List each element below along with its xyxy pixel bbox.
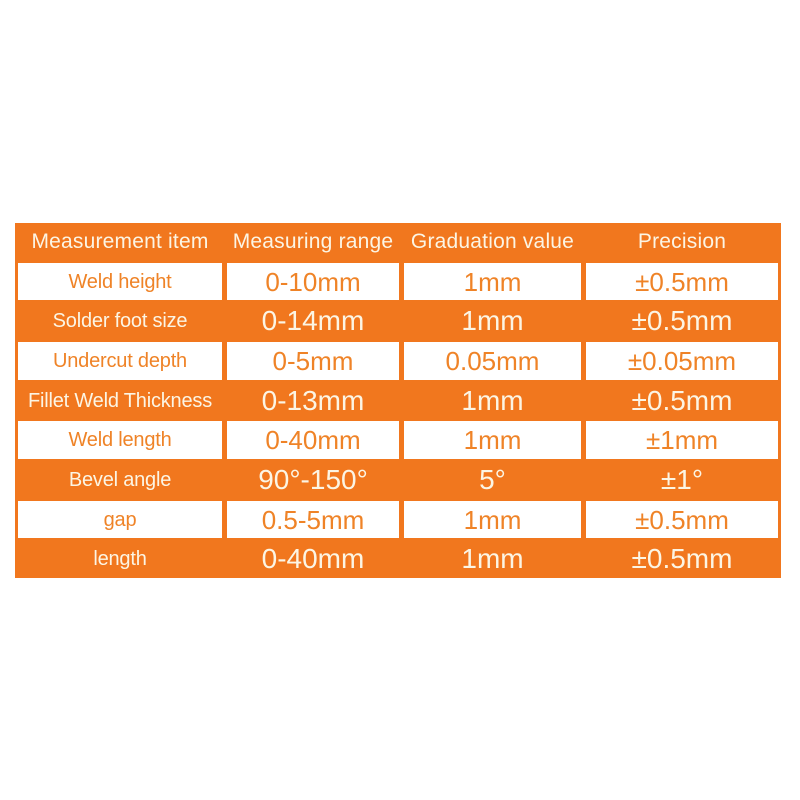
table-header-row — [18, 223, 778, 261]
header-cell-graduation-value: Graduation value — [410, 230, 575, 254]
cell-precision: ±1mm — [586, 421, 778, 459]
cell-graduation: 1mm — [404, 501, 581, 539]
table-row — [18, 499, 778, 541]
cell-range: 0-40mm — [227, 421, 399, 459]
cell-item: Weld height — [18, 263, 222, 301]
cell-range: 0.5-5mm — [227, 501, 399, 539]
specification-table — [15, 223, 781, 578]
cell-item: Fillet Weld Thickness — [27, 389, 212, 412]
cell-item: Solder foot size — [52, 310, 188, 333]
cell-precision: ±1° — [660, 463, 704, 495]
cell-range: 0-10mm — [227, 263, 399, 301]
table-row — [18, 340, 778, 382]
cell-item: length — [93, 548, 147, 571]
table-row — [18, 540, 778, 578]
cell-graduation: 5° — [479, 463, 506, 495]
cell-precision: ±0.5mm — [631, 305, 733, 337]
cell-item: Undercut depth — [18, 342, 222, 380]
header-cell-measurement-item: Measurement item — [31, 230, 209, 254]
cell-item: gap — [18, 501, 222, 539]
cell-graduation: 1mm — [461, 543, 524, 575]
cell-item: Weld length — [18, 421, 222, 459]
table-row — [18, 419, 778, 461]
cell-item: Bevel angle — [68, 468, 172, 491]
cell-range: 0-13mm — [261, 384, 365, 416]
cell-graduation: 1mm — [404, 263, 581, 301]
cell-precision: ±0.5mm — [586, 263, 778, 301]
table-row — [18, 302, 778, 340]
cell-range: 0-5mm — [227, 342, 399, 380]
cell-precision: ±0.5mm — [631, 384, 733, 416]
cell-range: 0-40mm — [261, 543, 365, 575]
header-cell-precision: Precision — [637, 230, 727, 254]
header-cell-measuring-range: Measuring range — [232, 230, 394, 254]
cell-range: 0-14mm — [261, 305, 365, 337]
table-row — [18, 461, 778, 499]
cell-precision: ±0.5mm — [631, 543, 733, 575]
table-row — [18, 382, 778, 420]
cell-precision: ±0.5mm — [586, 501, 778, 539]
cell-graduation: 1mm — [461, 305, 524, 337]
table-row — [18, 261, 778, 303]
cell-graduation: 1mm — [461, 384, 524, 416]
cell-graduation: 0.05mm — [404, 342, 581, 380]
cell-range: 90°-150° — [258, 463, 368, 495]
cell-precision: ±0.05mm — [586, 342, 778, 380]
cell-graduation: 1mm — [404, 421, 581, 459]
